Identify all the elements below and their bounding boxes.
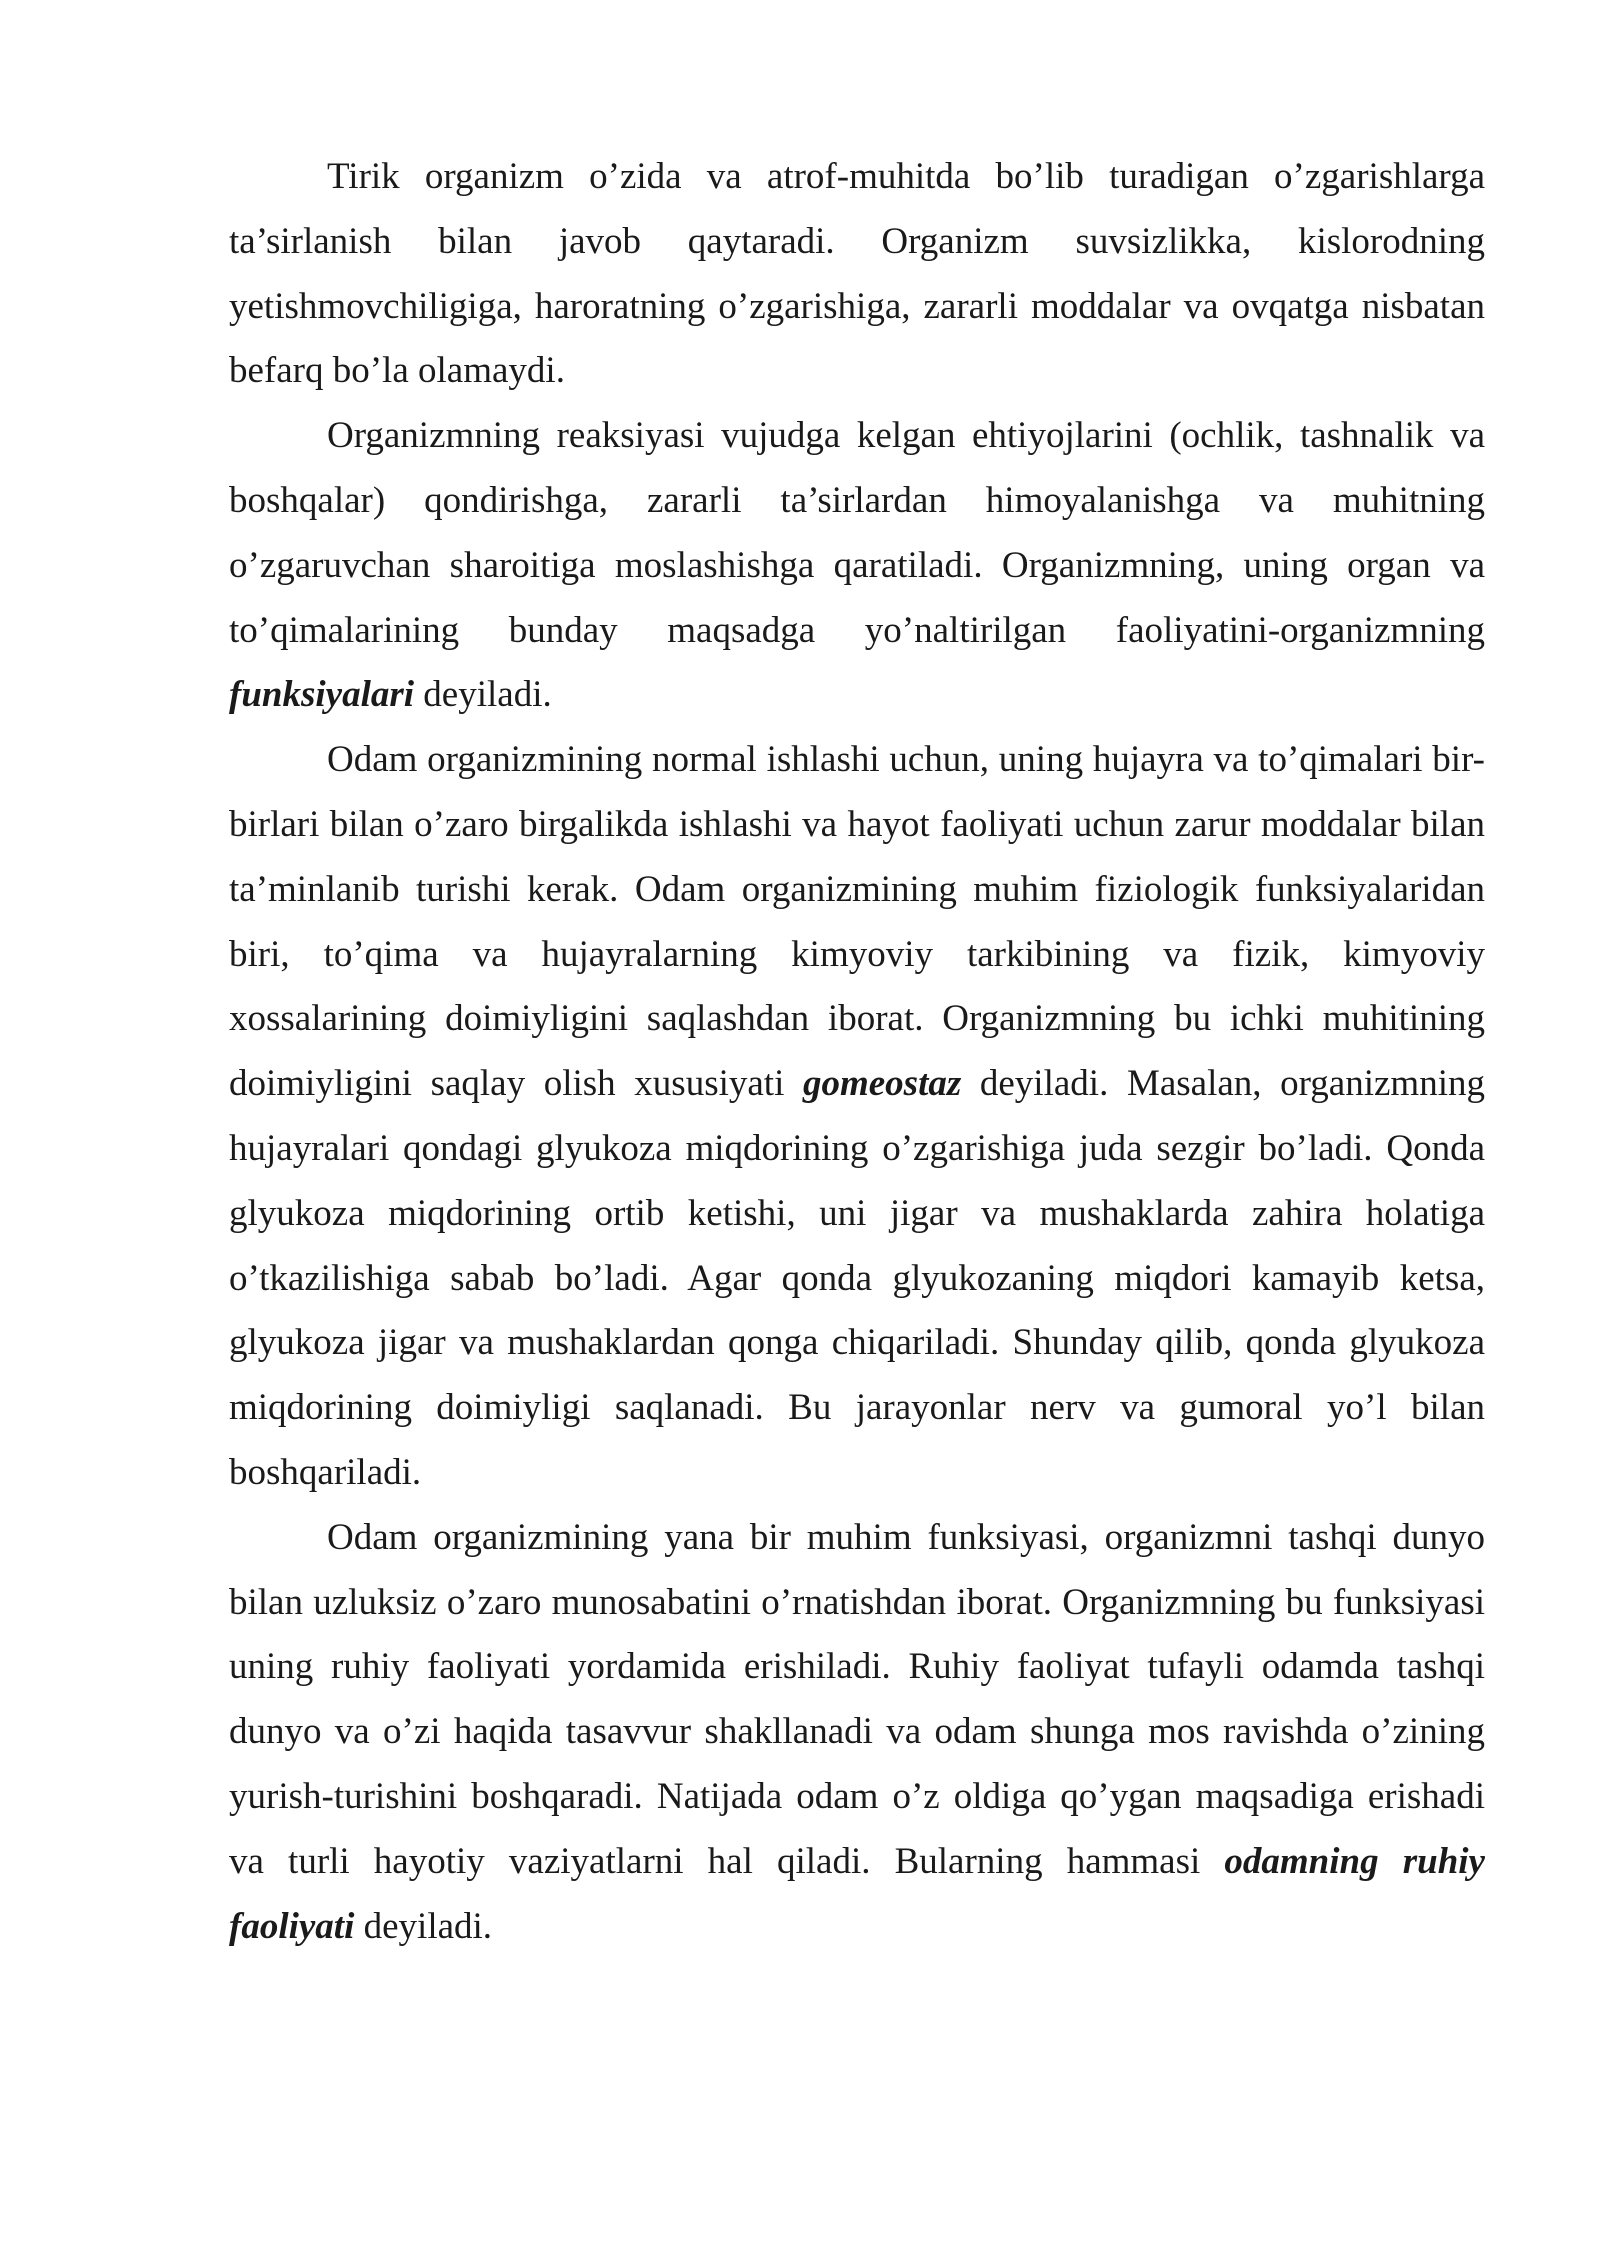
paragraph-text: Odam organizmining normal ishlashi uchun, uning hujayra va to’qimalari bir-birlari bilan o’zaro birgalikda ishlashi va hayot faoliyati uchun zarur moddalar bilan ta’minlanib turishi kerak. Odam organizmining muhim fiziologik funksiyalaridan biri, to’qima va hujayralarning kimyoviy tarkibining va fizik, kimyoviy xossalarining doimiyligini saqlashdan iborat. Organizmning bu ichki muhitining doimiyligini saqlay olish xususiyati [229,739,1485,1105]
paragraph-homeostasis [229,728,1485,1506]
term-funksiyalari: funksiyalari [229,674,415,716]
paragraph-text: Tirik organizm o’zida va atrof-muhitda bo’lib turadigan o’zgarishlarga ta’sirlanish bilan javob qaytaradi. Organizm suvsizlikka, kislorodning yetishmovchiligiga, haroratning o’zgarishiga, zararli moddalar va ovqatga nisbatan befarq bo’la olamaydi. [229,156,1485,392]
paragraph-text: Odam organizmining yana bir muhim funksiyasi, organizmni tashqi dunyo bilan uzluksiz o’zaro munosabatini o’rnatishdan iborat. Organizmning bu funksiyasi uning ruhiy faoliyati yordamida erishiladi. Ruhiy faoliyat tufayli odamda tashqi dunyo va o’zi haqida tasavvur shakllanadi va odam shunga mos ravishda o’zining yurish-turishini boshqaradi. Natijada odam o’z oldiga qo’ygan maqsadiga erishadi va turli hayotiy vaziyatlarni hal qiladi. Bularning hammasi [229,1516,1485,1882]
paragraph-text: deyiladi. [414,674,552,716]
paragraph-text: deyiladi. [354,1905,493,1947]
paragraph-text: Organizmning reaksiyasi vujudga kelgan ehtiyojlarini (ochlik, tashnalik va boshqalar) qondirishga, zararli ta’sirlardan himoyalanishga va muhitning o’zgaruvchan sharoitiga moslashishga qaratiladi. Organizmning, uning organ va to’qimalarining bunday maqsadga yo’naltirilgan faoliyatini-organizmning [229,415,1485,651]
paragraph-organism-functions [229,404,1485,728]
paragraph-mental-activity [229,1506,1485,1960]
document-page [229,145,1485,1959]
term-odamning-ruhiy-faoliyati: odamning ruhiy faoliyati [229,1840,1485,1947]
term-gomeostaz: gomeostaz [802,1063,962,1105]
paragraph-text: deyiladi. Masalan, organizmning hujayralari qondagi glyukoza miqdorining o’zgarishiga juda sezgir bo’ladi. Qonda glyukoza miqdorining ortib ketishi, uni jigar va mushaklarda zahira holatiga o’tkazilishiga sabab bo’ladi. Agar qonda glyukozaning miqdori kamayib ketsa, glyukoza jigar va mushaklardan qonga chiqariladi. Shunday qilib, qonda glyukoza miqdorining doimiyligi saqlanadi. Bu jarayonlar nerv va gumoral yo’l bilan boshqariladi. [229,1063,1485,1493]
paragraph-stimulus-response [229,145,1485,404]
